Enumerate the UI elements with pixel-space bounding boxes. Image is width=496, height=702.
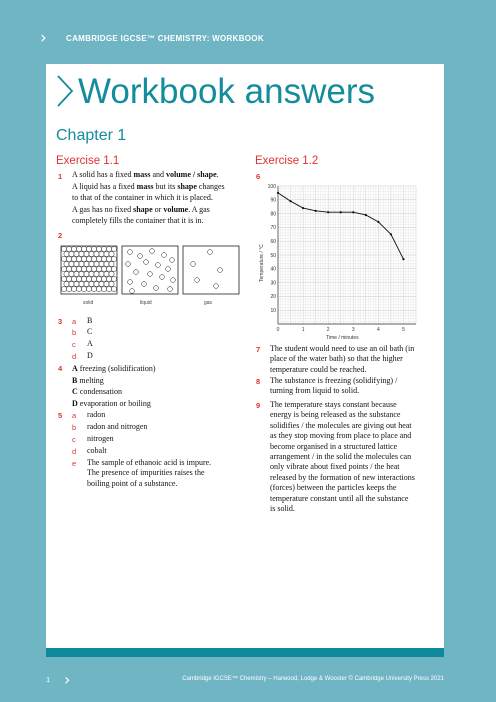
solid-particle — [79, 261, 84, 266]
y-tick-label: 10 — [270, 308, 276, 314]
solid-particle — [84, 261, 89, 266]
solid-particle — [66, 246, 71, 251]
solid-particle — [94, 251, 99, 256]
solid-particle — [106, 246, 111, 251]
solid-particle — [89, 261, 94, 266]
solid-particle — [61, 266, 66, 271]
answer-text: D — [87, 351, 93, 360]
liquid-particle — [162, 253, 167, 258]
solid-particle — [76, 266, 81, 271]
solid-particle — [86, 266, 91, 271]
solid-particle — [86, 246, 91, 251]
solid-particle — [74, 261, 79, 266]
y-tick-label: 20 — [270, 294, 276, 301]
solid-particle — [74, 271, 79, 276]
solid-particle — [111, 256, 116, 261]
part-label: d — [72, 447, 77, 456]
solid-particle — [96, 266, 101, 271]
header-bar — [0, 0, 496, 52]
solid-particle — [91, 246, 96, 251]
solid-particle — [109, 261, 114, 266]
solid-particle — [99, 281, 104, 286]
liquid-particle — [150, 249, 155, 254]
solid-particle — [94, 271, 99, 276]
solid-particle — [109, 271, 114, 276]
x-tick-label: 0 — [276, 327, 280, 333]
q1-answer: A solid has a fixed mass and volume / shape. A liquid has a fixed mass but its shape changes to that of the container in which it is placed. A gas has no fixed shape or volume. A gas completely fills the container that it is in. — [72, 170, 225, 225]
states-of-matter-diagram — [60, 244, 240, 299]
liquid-particle — [168, 287, 173, 292]
solid-particle — [76, 246, 81, 251]
liquid-particle — [138, 254, 143, 259]
data-point — [377, 221, 379, 223]
solid-particle — [64, 271, 69, 276]
solid-particle — [96, 286, 101, 291]
liquid-particle — [128, 250, 133, 255]
solid-particle — [101, 286, 106, 291]
solid-particle — [109, 251, 114, 256]
solid-particle — [69, 271, 74, 276]
answer-text: radon — [87, 410, 106, 419]
solid-particle — [84, 251, 89, 256]
data-point — [315, 210, 317, 212]
data-point — [302, 207, 304, 209]
solid-particle — [101, 256, 106, 261]
y-tick-label: 60 — [270, 239, 276, 245]
liquid-particle — [171, 278, 176, 283]
solid-particle — [74, 281, 79, 286]
question-number: 9 — [256, 401, 261, 410]
solid-particle — [106, 276, 111, 281]
solid-particle — [86, 276, 91, 281]
data-point — [352, 211, 354, 213]
liquid-particle — [142, 282, 147, 287]
answer-text: C — [87, 327, 93, 336]
solid-particle — [84, 271, 89, 276]
data-point — [340, 211, 342, 213]
y-tick-label: 80 — [270, 211, 276, 218]
solid-particle — [101, 266, 106, 271]
solid-particle — [74, 251, 79, 256]
solid-particle — [109, 281, 114, 286]
footer-credit: Cambridge IGCSE™ Chemistry – Harwood, Lodge & Wooster © Cambridge University Press 2021 — [182, 676, 444, 682]
running-header: CAMBRIDGE IGCSE™ CHEMISTRY: WORKBOOK — [66, 34, 264, 43]
solid-particle — [76, 276, 81, 281]
q5e-answer: The sample of ethanoic acid is impure. The presence of impurities raises the boiling point of a substance. — [87, 458, 212, 488]
x-tick-label: 5 — [402, 327, 405, 333]
liquid-particle — [156, 263, 161, 268]
data-point — [289, 200, 291, 202]
part-label: a — [72, 317, 77, 326]
q8-answer: The substance is freezing (solidifying) / turning from liquid to solid. — [270, 376, 398, 396]
title-chevron-icon — [56, 74, 74, 108]
answer-text: B — [87, 316, 93, 325]
footer-band — [46, 648, 444, 657]
solid-particle — [91, 266, 96, 271]
x-tick-label: 4 — [376, 327, 380, 333]
liquid-particle — [128, 280, 133, 285]
solid-particle — [91, 286, 96, 291]
solid-particle — [76, 256, 81, 261]
solid-particle — [106, 266, 111, 271]
solid-particle — [64, 281, 69, 286]
question-number: 4 — [58, 364, 63, 373]
solid-particle — [104, 251, 109, 256]
solid-particle — [96, 246, 101, 251]
solid-particle — [61, 276, 66, 281]
liquid-particle — [148, 272, 153, 277]
solid-particle — [79, 281, 84, 286]
question-number: 1 — [58, 172, 63, 181]
answer-text: cobalt — [87, 446, 107, 455]
page-sheet — [46, 64, 444, 648]
solid-particle — [64, 261, 69, 266]
cooling-curve-chart — [256, 182, 426, 340]
solid-particle — [71, 256, 76, 261]
liquid-label: liquid — [140, 300, 152, 306]
y-tick-label: 50 — [270, 252, 276, 259]
q4-answer: A freezing (solidification) B melting C condensation D evaporation or boiling — [72, 364, 156, 409]
solid-particle — [89, 281, 94, 286]
solid-particle — [101, 276, 106, 281]
solid-particle — [79, 251, 84, 256]
solid-particle — [111, 276, 116, 281]
data-point — [402, 258, 404, 260]
solid-particle — [106, 256, 111, 261]
liquid-particle — [154, 286, 159, 291]
part-label: d — [72, 352, 77, 361]
y-axis-label: Temperature / °C — [259, 244, 265, 282]
chapter-heading: Chapter 1 — [56, 127, 127, 144]
part-label: b — [72, 423, 77, 432]
data-point — [365, 214, 367, 216]
page-title: Workbook answers — [78, 72, 375, 111]
y-tick-label: 100 — [267, 183, 276, 190]
solid-particle — [96, 276, 101, 281]
liquid-particle — [170, 258, 175, 263]
question-number: 5 — [58, 411, 63, 420]
x-tick-label: 2 — [326, 327, 330, 333]
solid-particle — [96, 256, 101, 261]
solid-particle — [69, 281, 74, 286]
solid-particle — [104, 261, 109, 266]
part-label: c — [72, 435, 76, 444]
solid-label: solid — [83, 300, 94, 306]
solid-particle — [71, 266, 76, 271]
solid-particle — [66, 266, 71, 271]
exercise-1-1-heading: Exercise 1.1 — [56, 155, 120, 167]
x-tick-label: 3 — [351, 327, 355, 333]
solid-particle — [99, 251, 104, 256]
data-point — [327, 211, 329, 213]
solid-particle — [81, 286, 86, 291]
solid-particle — [69, 251, 74, 256]
part-label: a — [72, 411, 77, 420]
solid-particle — [84, 281, 89, 286]
solid-particle — [111, 286, 116, 291]
solid-particle — [66, 256, 71, 261]
liquid-particle — [130, 289, 135, 294]
x-tick-label: 1 — [301, 327, 305, 333]
next-page-chevron-icon[interactable]: › — [64, 670, 71, 689]
solid-particle — [94, 281, 99, 286]
solid-particle — [106, 286, 111, 291]
solid-particle — [76, 286, 81, 291]
part-label: b — [72, 328, 77, 337]
solid-particle — [89, 251, 94, 256]
solid-particle — [89, 271, 94, 276]
solid-particle — [81, 266, 86, 271]
question-number: 8 — [256, 377, 261, 386]
part-label: c — [72, 340, 76, 349]
question-number: 2 — [58, 231, 63, 240]
solid-particle — [61, 256, 66, 261]
liquid-particle — [134, 270, 139, 275]
solid-particle — [66, 276, 71, 281]
solid-particle — [86, 256, 91, 261]
solid-particle — [91, 276, 96, 281]
solid-particle — [71, 276, 76, 281]
solid-particle — [91, 256, 96, 261]
y-tick-label: 70 — [270, 225, 276, 232]
page-number: 1 — [46, 675, 51, 684]
solid-particle — [61, 286, 66, 291]
solid-particle — [64, 251, 69, 256]
solid-particle — [81, 276, 86, 281]
chevron-right-icon: › — [40, 28, 47, 48]
exercise-1-2-heading: Exercise 1.2 — [255, 155, 319, 167]
solid-particle — [99, 271, 104, 276]
solid-particle — [71, 246, 76, 251]
solid-particle — [104, 271, 109, 276]
answer-text: A — [87, 339, 93, 348]
solid-particle — [101, 246, 106, 251]
question-number: 7 — [256, 345, 261, 354]
solid-particle — [111, 246, 116, 251]
q9-answer: The temperature stays constant because energy is being released as the substance solidifies / the molecules are giving out heat as they stop moving from place to place and become organised in a structured lattice arrangement / in the solid the molecules can only vibrate about fixed points / the heat released by the formation of new interactions (forces) between the particles keeps the temperature constant until all the substance is solid. — [270, 400, 415, 514]
solid-particle — [81, 246, 86, 251]
y-tick-label: 30 — [270, 280, 276, 287]
data-point — [277, 192, 279, 194]
liquid-particle — [166, 267, 171, 272]
q7-answer: The student would need to use an oil bath (in place of the water bath) so that the higher temperature could be reached. — [270, 344, 415, 374]
solid-particle — [99, 261, 104, 266]
answer-text: nitrogen — [87, 434, 114, 443]
y-tick-label: 90 — [270, 197, 276, 204]
part-label: e — [72, 459, 77, 468]
solid-particle — [111, 266, 116, 271]
liquid-particle — [160, 275, 165, 280]
solid-particle — [104, 281, 109, 286]
solid-particle — [81, 256, 86, 261]
solid-particle — [61, 246, 66, 251]
liquid-particle — [144, 260, 149, 265]
solid-particle — [69, 261, 74, 266]
y-tick-label: 40 — [270, 266, 276, 273]
solid-particle — [66, 286, 71, 291]
solid-particle — [71, 286, 76, 291]
solid-particle — [86, 286, 91, 291]
gas-label: gas — [204, 300, 213, 306]
x-axis-label: Time / minutes — [326, 335, 359, 340]
question-number: 3 — [58, 317, 63, 326]
solid-particle — [79, 271, 84, 276]
question-number: 6 — [256, 172, 261, 181]
data-point — [390, 233, 392, 235]
liquid-particle — [126, 262, 131, 267]
answer-text: radon and nitrogen — [87, 422, 148, 431]
solid-particle — [94, 261, 99, 266]
